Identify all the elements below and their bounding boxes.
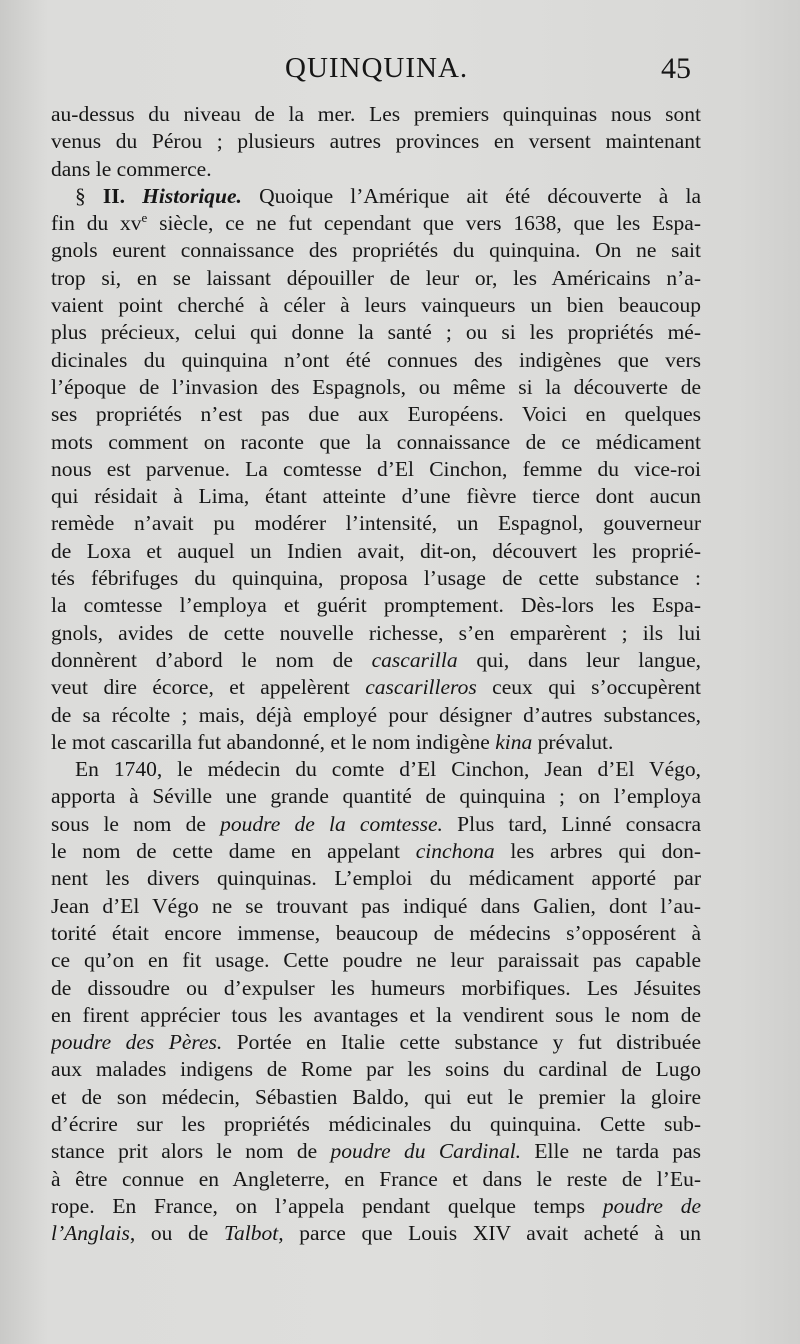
text-segment: veut dire écorce, et appelèrent	[51, 675, 366, 700]
text-segment: d’écrire sur les propriétés médicinales du quinquina. Cette sub-	[51, 1111, 701, 1136]
text-line	[51, 265, 701, 292]
text-line	[51, 1193, 701, 1220]
text-segment: de sa récolte ; mais, déjà employé pour désigner d’autres substances,	[51, 702, 701, 727]
text-segment: ses propriétés n’est pas due aux Européens. Voici en quelques	[51, 402, 701, 427]
text-segment: Jean d’El Végo ne se trouvant pas indiqué dans Galien, dont l’au-	[51, 893, 701, 918]
text-line	[51, 429, 701, 456]
text-segment: , ou de	[129, 1221, 225, 1246]
text-segment: le mot cascarilla fut abandonné, et le nom indigène	[51, 729, 496, 754]
text-segment: plus précieux, celui qui donne la santé ; ou si les propriétés mé-	[51, 320, 701, 345]
italic-text: l’Anglais	[51, 1221, 130, 1246]
text-segment	[125, 184, 142, 208]
text-segment: ceux qui s’occupèrent	[476, 675, 701, 700]
text-line	[51, 1166, 701, 1193]
italic-text: poudre du Cardinal.	[330, 1139, 522, 1164]
text-line	[51, 1138, 701, 1165]
text-segment: dans le commerce.	[51, 156, 212, 181]
text-segment: parce que Louis XIV avait acheté à un	[283, 1221, 701, 1246]
text-line	[51, 920, 701, 947]
text-segment: tés fébrifuges du quinquina, proposa l’usage de cette substance :	[51, 566, 701, 591]
italic-text: cascarilleros	[365, 675, 477, 700]
text-line	[51, 756, 701, 783]
text-line	[51, 347, 701, 374]
text-line	[51, 865, 701, 892]
text-segment: le nom de cette dame en appelant	[51, 839, 416, 864]
text-line	[51, 1111, 701, 1138]
text-line	[51, 237, 701, 264]
body-text	[51, 101, 701, 1247]
text-segment: gnols, avides de cette nouvelle richesse, s’en emparèrent ; ils lui	[51, 620, 701, 645]
text-line	[51, 1029, 701, 1056]
text-line	[51, 811, 701, 838]
text-segment: remède n’avait pu modérer l’intensité, un Espagnol, gouverneur	[51, 511, 701, 536]
italic-text: poudre de	[602, 1193, 701, 1218]
text-segment: En 1740, le médecin du comte d’El Cinchon, Jean d’El Végo,	[75, 757, 701, 782]
text-segment: Portée en Italie cette substance y fut distribuée	[222, 1030, 701, 1055]
text-segment: Plus tard, Linné consacra	[442, 811, 701, 836]
text-line	[51, 975, 701, 1002]
text-line	[51, 783, 701, 810]
text-segment: la comtesse l’employa et guérit promptement. Dès-lors les Espa-	[51, 593, 701, 618]
text-line	[51, 319, 701, 346]
text-segment: au-dessus du niveau de la mer. Les premiers quinquinas nous sont	[51, 102, 701, 126]
text-line	[51, 592, 701, 619]
text-line	[51, 947, 701, 974]
text-line	[51, 674, 701, 701]
page-header	[0, 52, 800, 92]
text-line	[51, 183, 701, 210]
text-line	[51, 1056, 701, 1083]
text-line	[51, 374, 701, 401]
text-segment: II.	[102, 183, 126, 208]
text-segment: qui résidait à Lima, étant atteinte d’une fièvre tierce dont aucun	[51, 484, 701, 509]
text-segment: Elle ne tarda pas	[521, 1139, 701, 1164]
text-segment: §	[75, 183, 103, 208]
text-segment: stance prit alors le nom de	[51, 1139, 331, 1164]
text-segment: venus du Pérou ; plusieurs autres provinces en versent maintenant	[51, 129, 701, 154]
text-segment: gnols eurent connaissance des propriétés du quinquina. On ne sait	[51, 238, 701, 263]
text-segment: sous le nom de	[51, 811, 221, 836]
text-segment: et de son médecin, Sébastien Baldo, qui eut le premier la gloire	[51, 1084, 701, 1109]
text-line	[51, 128, 701, 155]
text-line	[51, 893, 701, 920]
text-line	[51, 702, 701, 729]
text-line	[51, 1084, 701, 1111]
text-line	[51, 838, 701, 865]
text-line	[51, 647, 701, 674]
text-segment: donnèrent d’abord le nom de	[51, 647, 372, 672]
text-segment: vaient point cherché à céler à leurs vainqueurs un bien beaucoup	[51, 293, 701, 318]
text-line	[51, 210, 701, 237]
text-segment: siècle, ce ne fut cependant que vers 1638, que les Espa-	[147, 211, 701, 236]
text-segment: dicinales du quinquina n’ont été connues des indigènes que vers	[51, 347, 701, 372]
text-segment: aux malades indigens de Rome par les soins du cardinal de Lugo	[51, 1057, 701, 1082]
italic-text: cinchona	[415, 839, 495, 864]
text-line	[51, 729, 701, 756]
text-segment: ce qu’on en fit usage. Cette poudre ne leur paraissait pas capable	[51, 948, 701, 973]
italic-text: poudre de la comtesse.	[220, 811, 443, 836]
text-segment: rope. En France, on l’appela pendant quelque temps	[51, 1193, 603, 1218]
text-line	[51, 510, 701, 537]
text-line	[51, 401, 701, 428]
text-segment: nous est parvenue. La comtesse d’El Cinchon, femme du vice-roi	[51, 456, 701, 481]
text-segment: l’époque de l’invasion des Espagnols, ou même si la découverte de	[51, 374, 701, 399]
text-line	[51, 456, 701, 483]
text-line	[51, 156, 701, 183]
text-line	[51, 565, 701, 592]
text-segment: prévalut.	[532, 729, 614, 754]
text-segment: les arbres qui don-	[494, 839, 701, 864]
italic-text: kina	[495, 729, 533, 754]
italic-text: Historique.	[142, 183, 242, 208]
text-segment: en firent apprécier tous les avantages et la vendirent sous le nom de	[51, 1002, 701, 1027]
text-line	[51, 483, 701, 510]
running-title: QUINQUINA.	[285, 52, 469, 84]
text-line	[51, 1002, 701, 1029]
text-segment: à être connue en Angleterre, en France et dans le reste de l’Eu-	[51, 1166, 701, 1191]
text-segment: fin du xv	[51, 211, 142, 236]
text-line	[51, 101, 701, 128]
text-line	[51, 1220, 701, 1247]
page-number: 45	[661, 52, 691, 85]
text-line	[51, 538, 701, 565]
text-segment: Quoique l’Amérique ait été découverte à la	[241, 183, 701, 208]
text-segment: mots comment on raconte que la connaissance de ce médicament	[51, 429, 701, 454]
text-line	[51, 292, 701, 319]
text-segment: trop si, en se laissant dépouiller de leur or, les Américains n’a-	[51, 265, 701, 290]
italic-text: Talbot,	[224, 1221, 284, 1246]
italic-text: poudre des Pères.	[51, 1030, 223, 1055]
text-segment: de dissoudre ou d’expulser les humeurs morbifiques. Les Jésuites	[51, 975, 701, 1000]
text-segment: torité était encore immense, beaucoup de médecins s’opposérent à	[51, 920, 701, 945]
text-segment: de Loxa et auquel un Indien avait, dit-on, découvert les proprié-	[51, 538, 701, 563]
text-line	[51, 620, 701, 647]
text-segment: apporta à Séville une grande quantité de quinquina ; on l’employa	[51, 784, 701, 809]
italic-text: cascarilla	[371, 647, 458, 672]
text-segment: qui, dans leur langue,	[457, 647, 701, 672]
text-segment: e	[141, 210, 148, 226]
text-segment: nent les divers quinquinas. L’emploi du médicament apporté par	[51, 866, 701, 891]
